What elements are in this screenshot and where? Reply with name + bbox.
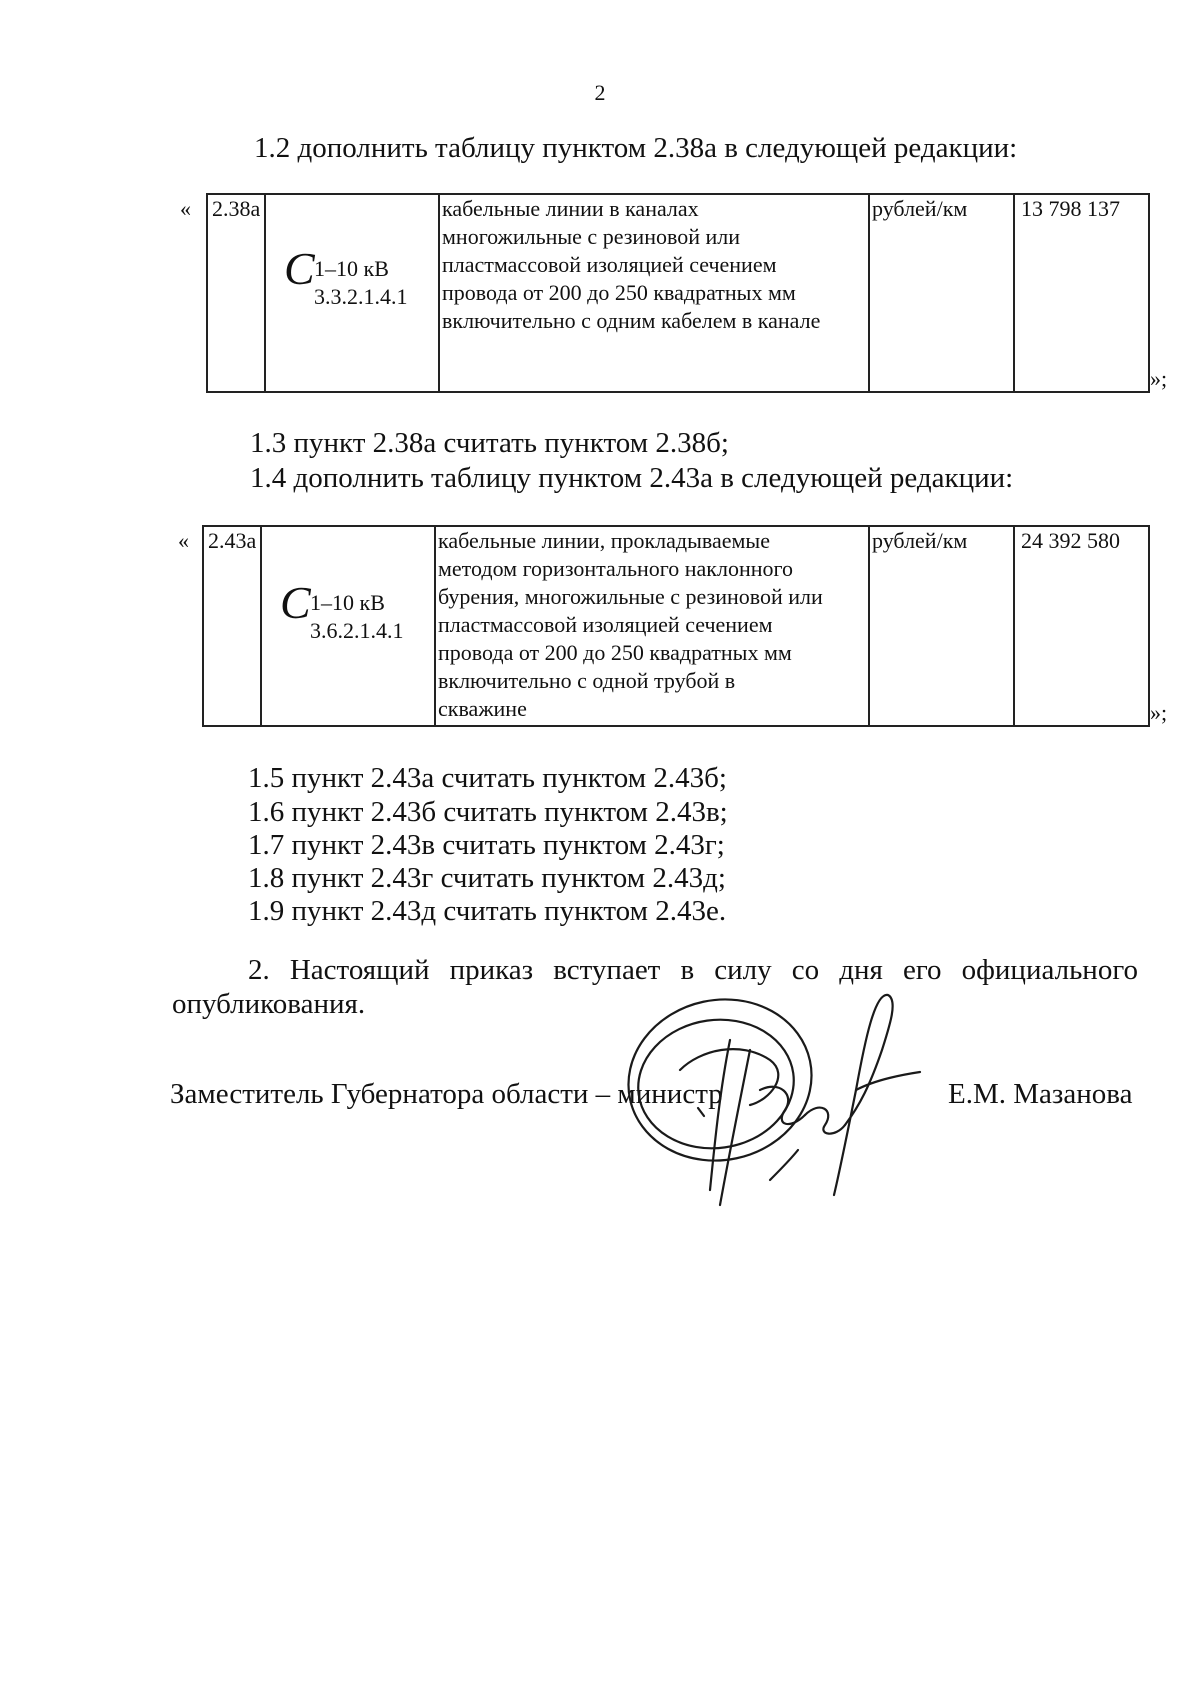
item-1-5: 1.5 пункт 2.43а считать пунктом 2.43б; [248,762,727,794]
desc-line: кабельные линии, прокладываемые [438,528,770,553]
table1-open-quote: « [180,196,191,221]
desc-line: кабельные линии в каналах [442,196,699,221]
desc-line: методом горизонтального наклонного [438,556,793,581]
table1-close-quote: »; [1150,366,1168,391]
signatory-name: Е.М. Мазанова [948,1078,1133,1110]
table-2-43a [202,525,1150,727]
table2-price: 24 392 580 [1014,526,1149,726]
formula-symbol: C [284,243,315,294]
table2-close-quote: »; [1150,700,1168,725]
item-1-3: 1.3 пункт 2.38а считать пунктом 2.38б; [250,427,729,459]
table-2-38a [206,193,1150,393]
desc-line: провода от 200 до 250 квадратных мм [438,640,792,665]
table-row [207,194,1149,392]
item-1-6: 1.6 пункт 2.43б считать пунктом 2.43в; [248,796,728,828]
formula-subscript: 3.6.2.1.4.1 [310,618,404,643]
desc-line: многожильные с резиновой или [442,224,740,249]
desc-line: бурения, многожильные с резиновой или [438,584,823,609]
formula-subscript: 3.3.2.1.4.1 [314,284,408,309]
table1-price: 13 798 137 [1014,194,1149,392]
formula-symbol: C [280,577,311,628]
desc-line: пластмассовой изоляцией сечением [442,252,777,277]
table1-description [439,194,869,392]
table2-formula [261,526,435,726]
desc-line: скважине [438,696,527,721]
page-number: 2 [594,80,606,105]
table1-formula [265,194,439,392]
table1-unit: рублей/км [869,194,1014,392]
item-1-9: 1.9 пункт 2.43д считать пунктом 2.43е. [248,895,727,927]
clause-2-line1: 2. Настоящий приказ вступает в силу со дня его официального [248,954,1138,986]
item-1-8: 1.8 пункт 2.43г считать пунктом 2.43д; [248,862,726,894]
clause-2-line2: опубликования. [172,988,366,1020]
formula-superscript: 1–10 кВ [310,590,385,615]
item-1-7: 1.7 пункт 2.43в считать пунктом 2.43г; [248,829,725,861]
table2-description [435,526,869,726]
signatory-title: Заместитель Губернатора области – министр [170,1078,723,1110]
table2-code: 2.43а [203,526,261,726]
desc-line: включительно с одним кабелем в канале [442,308,821,333]
desc-line: пластмассовой изоляцией сечением [438,612,773,637]
desc-line: провода от 200 до 250 квадратных мм [442,280,796,305]
desc-line: включительно с одной трубой в [438,668,736,693]
table2-open-quote: « [178,528,189,553]
table1-code: 2.38а [207,194,265,392]
table-row [203,526,1149,726]
item-1-2: 1.2 дополнить таблицу пунктом 2.38а в следующей редакции: [254,132,1018,164]
item-1-4: 1.4 дополнить таблицу пунктом 2.43а в следующей редакции: [250,462,1014,494]
handwritten-signature [620,980,950,1220]
table2-unit: рублей/км [869,526,1014,726]
formula-superscript: 1–10 кВ [314,256,389,281]
